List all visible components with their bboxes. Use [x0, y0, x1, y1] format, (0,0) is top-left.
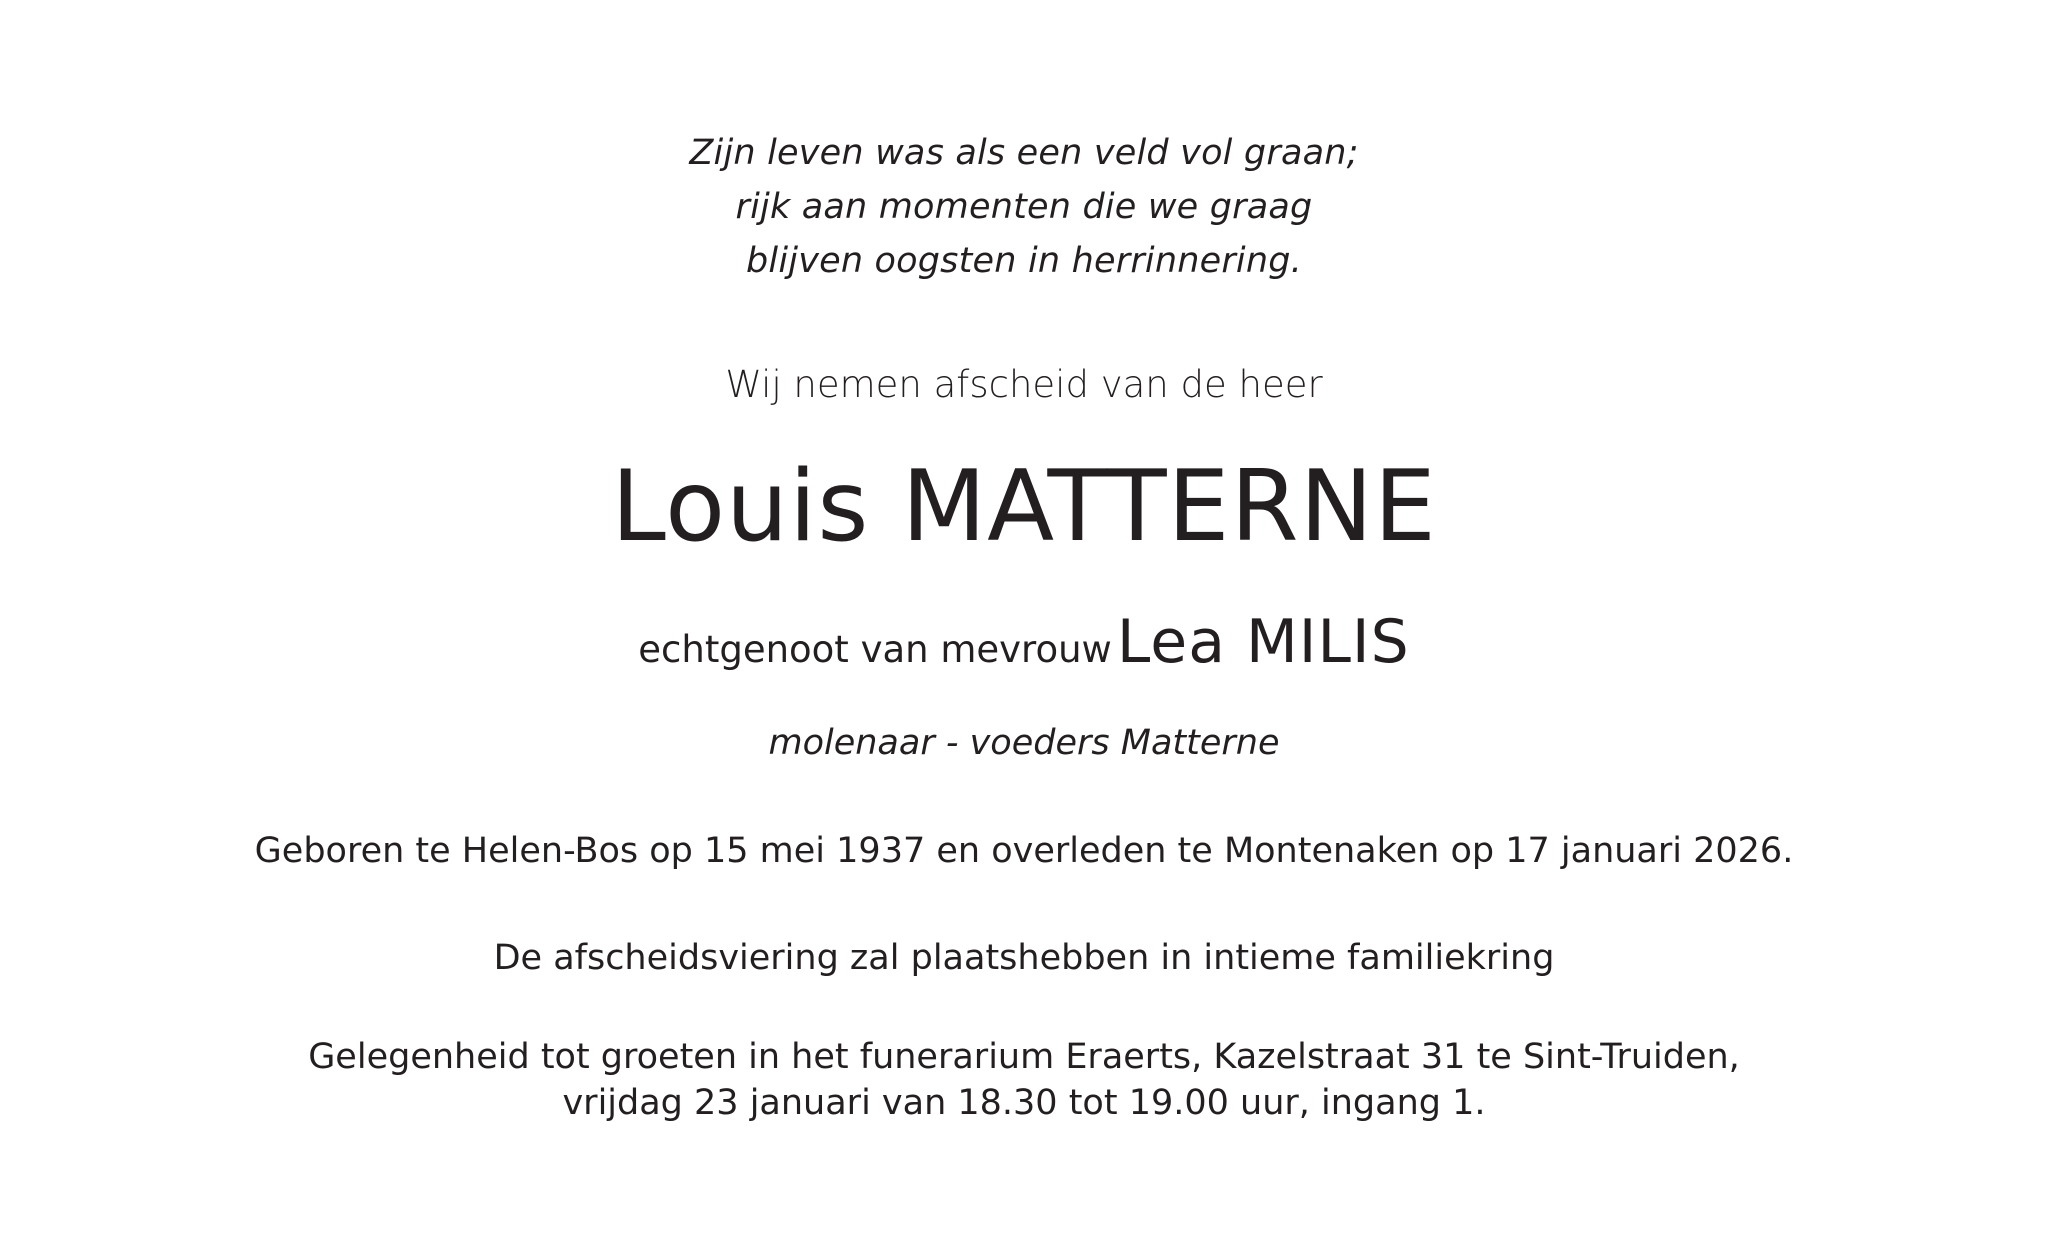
visitation-line-1: Gelegenheid tot groeten in het funerarium Eraerts, Kazelstraat 31 te Sint-Truiden, [308, 1037, 1740, 1077]
ceremony-text: De afscheidsviering zal plaatshebben in intieme familiekring [493, 938, 1555, 978]
profession: molenaar - voeders Matterne [768, 723, 1280, 763]
visitation-line-2: vrijdag 23 januari van 18.30 tot 19.00 uur, ingang 1. [562, 1083, 1486, 1123]
spouse-line [0, 607, 2048, 677]
birth-death-text: Geboren te Helen-Bos op 15 mei 1937 en overleden te Montenaken op 17 januari 2026. [254, 831, 1794, 871]
deceased-name: Louis MATTERNE [611, 450, 1437, 564]
poem-line-2: rijk aan momenten die we graag [735, 187, 1313, 227]
poem-line-3: blijven oogsten in herrinnering. [746, 241, 1302, 281]
intro-text: Wij nemen afscheid van de heer [725, 363, 1323, 406]
spouse-name: Lea MILIS [1116, 607, 1410, 677]
spouse-prefix: echtgenoot van mevrouw [638, 628, 1112, 671]
poem-line-1: Zijn leven was als een veld vol graan; [689, 133, 1359, 173]
